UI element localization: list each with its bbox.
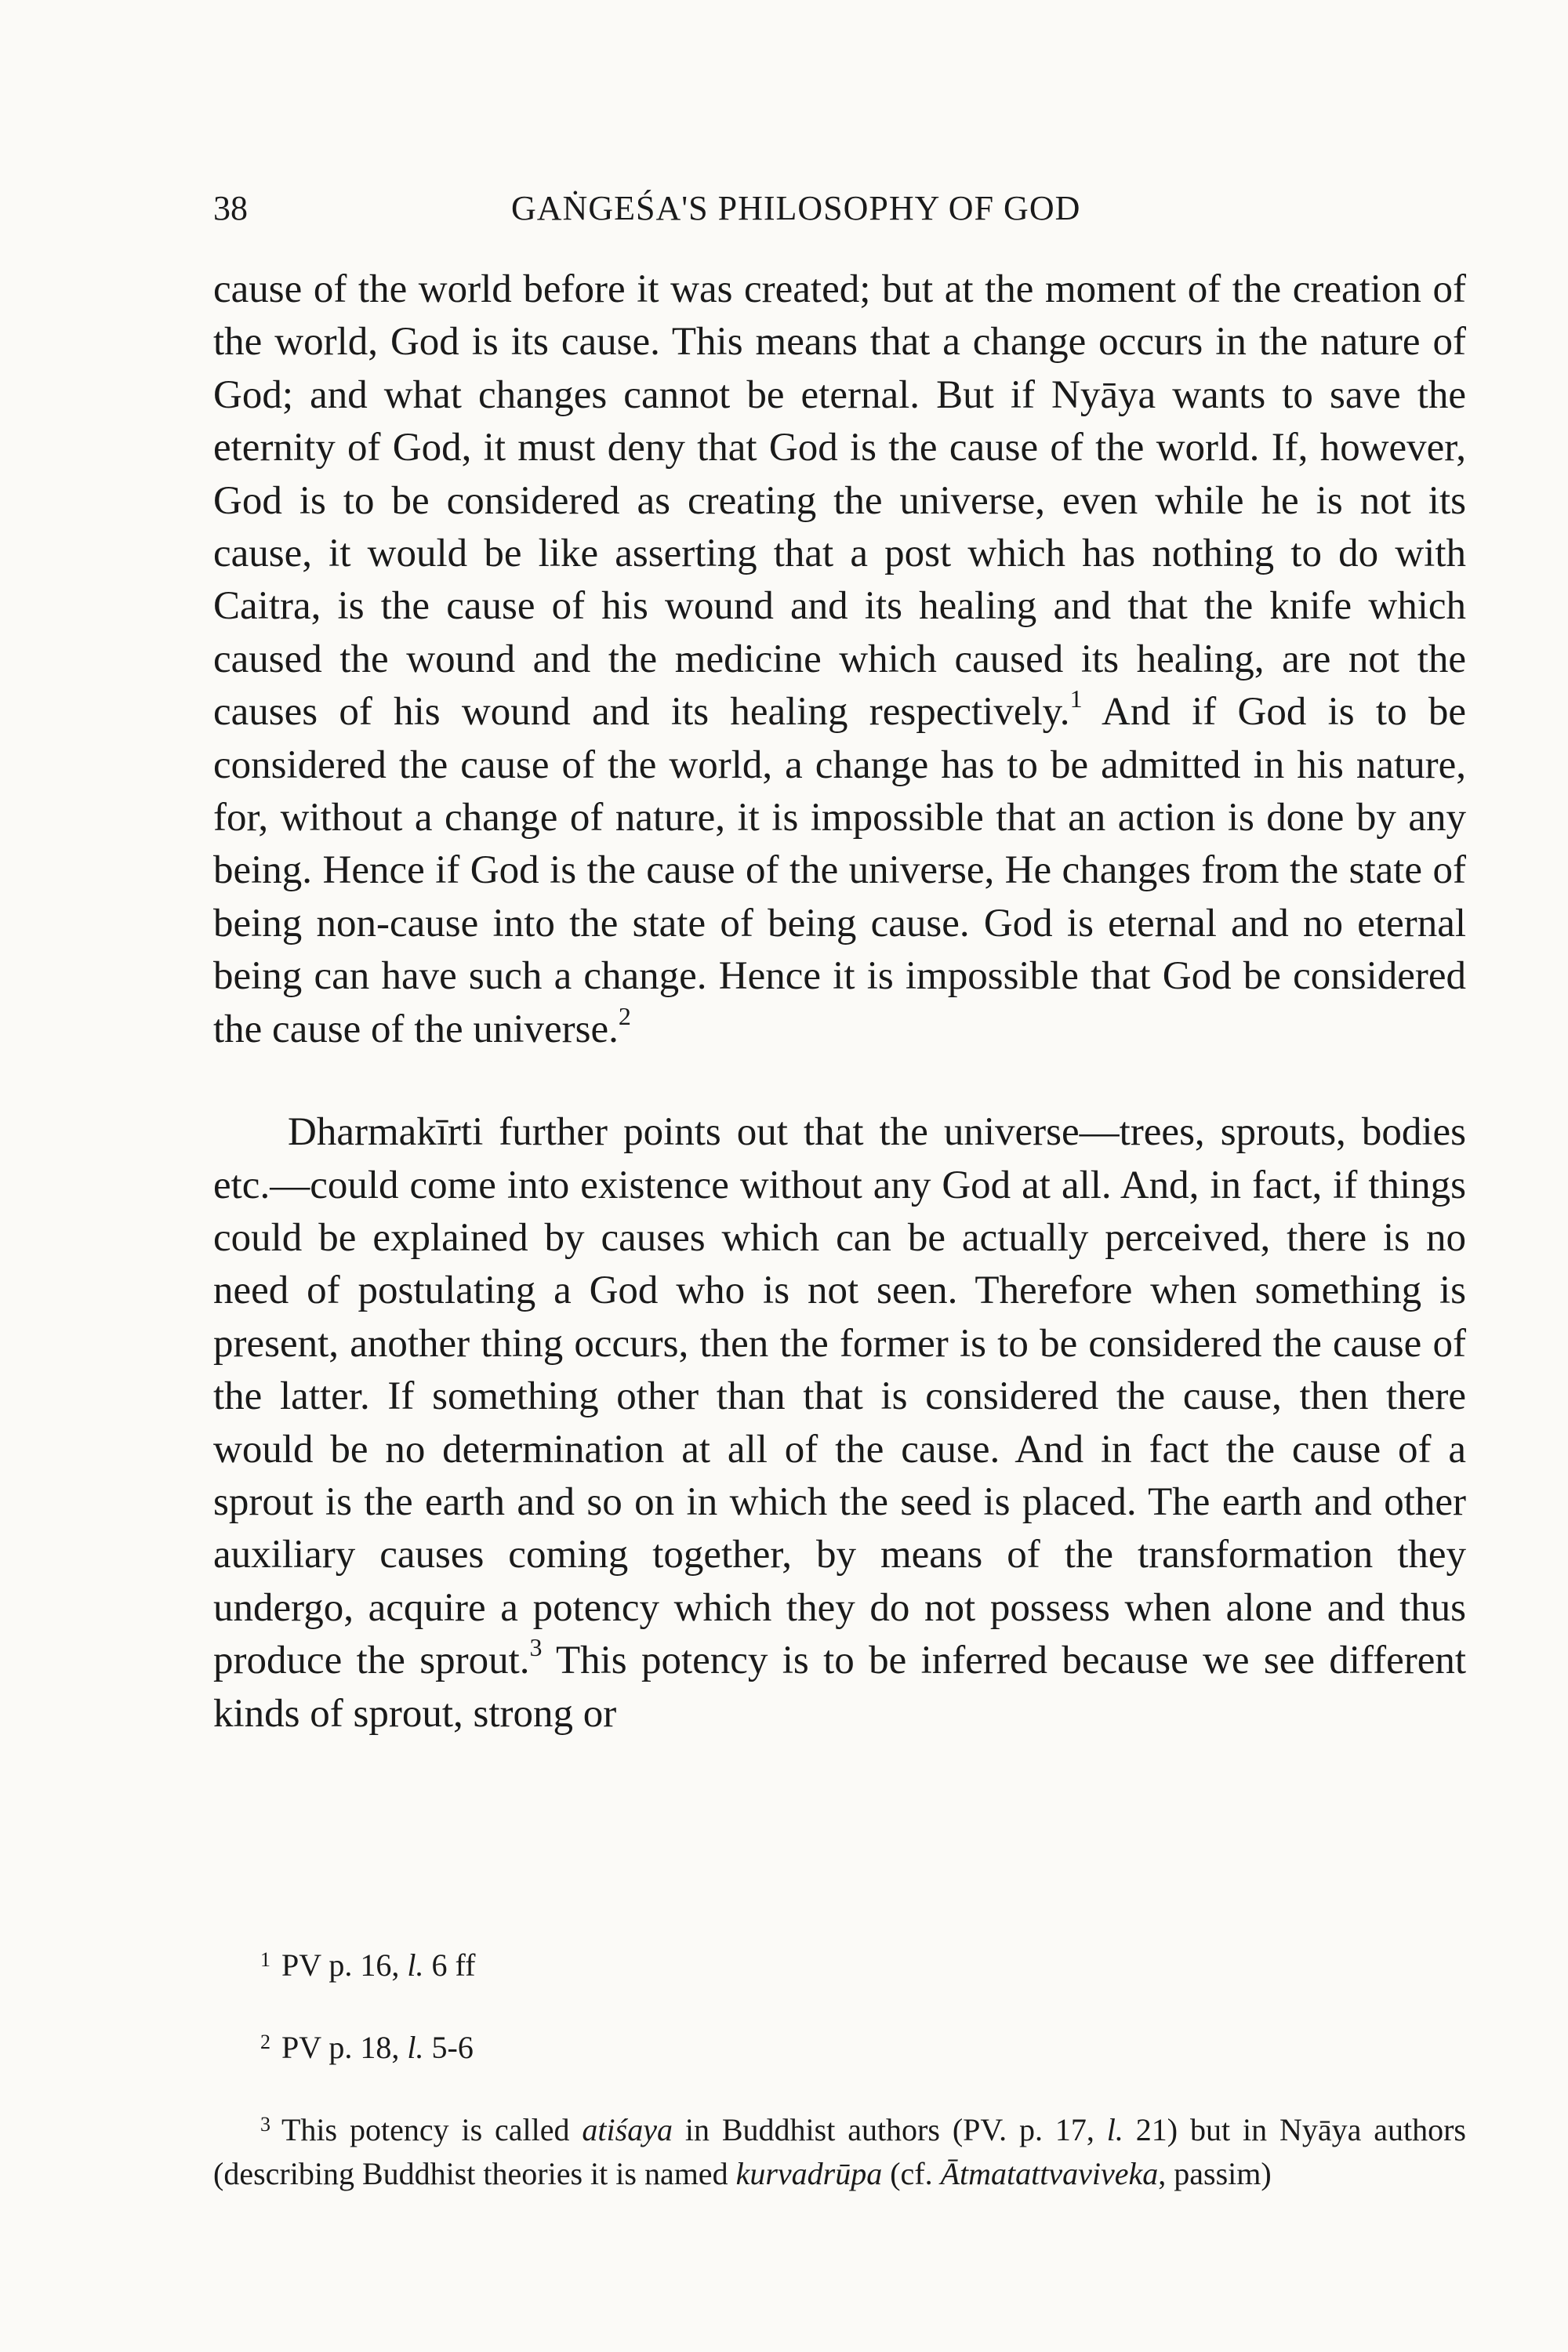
footnote-text: PV p. 18, (281, 2030, 408, 2065)
footnotes (213, 1938, 1466, 2196)
paragraph-2-text-cont: This potency is to be inferred because we see different kinds of sprout, strong or (213, 1639, 1467, 1736)
footnote-ref-1: 1 (1069, 684, 1083, 713)
page-title: GAṄGEŚA'S PHILOSOPHY OF GOD (511, 189, 1081, 227)
footnote-marker: 2 (260, 2031, 270, 2053)
paragraph-1-text-cont: And if God is to be considered the cause of the world, a change has to be admitted in his nature, for, without a change of nature, it is impossible that an action is done by any being. Hence if God is the cause of the universe, He changes from the state of being non-cause into the state of being cause. God is eternal and no eternal being can have such a change. Hence it is impossible that God be considered the cause of the universe. (213, 690, 1466, 1051)
footnote-italic: l. (407, 2030, 424, 2065)
footnote-ref-3: 3 (529, 1633, 543, 1662)
paragraph-2 (213, 1106, 1466, 1740)
paragraph-2-text: Dharmakīrti further points out that the universe—trees, sprouts, bodies etc.—could come into existence without any God at all. And, in fact, if things could be explained by causes which can be actually perceived, there is no need of postulating a God who is not seen. Therefore when something is present, another thing occurs, then the former is to be considered the cause of the latter. If something other than that is considered the cause, then there would be no determination at all of the cause. And in fact the cause of a sprout is the earth and so on in which the seed is placed. The earth and other auxiliary causes coming together, by means of the transformation they undergo, acquire a potency which they do not possess when alone and thus produce the sprout. (213, 1110, 1466, 1683)
footnote-marker: 1 (260, 1948, 270, 1971)
footnote-text: 21) but in Nyāya authors (describing Buddhist theories it is named (213, 2112, 1466, 2191)
footnote-marker: 3 (260, 2113, 270, 2136)
footnote-italic: Ātmatattvaviveka (940, 2156, 1159, 2191)
paragraph-1-text: cause of the world before it was created; but at the moment of the creation of the world, God is its cause. This means that a change occurs in the nature of God; and what changes cannot be eternal. But if Nyāya wants to save the eternity of God, it must deny that God is the cause of the world. If, however, God is to be considered as creating the universe, even while he is not its cause, it would be like asserting that a post which has nothing to do with Caitra, is the cause of his wound and its healing and that the knife which caused the wound and the medicine which caused its healing, are not the causes of his wound and its healing respectively. (213, 267, 1466, 735)
footnote-text: 5-6 (423, 2030, 474, 2065)
footnote-text: This potency is called (281, 2112, 583, 2147)
footnote-italic: l. (1106, 2112, 1123, 2147)
page-number: 38 (213, 189, 248, 227)
paragraph-1 (213, 263, 1466, 1056)
body-text (213, 263, 1466, 1740)
footnote-1 (213, 1938, 1466, 1987)
footnote-italic: atiśaya (582, 2112, 673, 2147)
footnote-italic: l. (407, 1947, 424, 1983)
footnote-ref-2: 2 (618, 1001, 631, 1030)
footnote-3 (213, 2103, 1466, 2196)
footnote-2 (213, 2020, 1466, 2070)
running-head (213, 185, 1468, 232)
footnote-text: (cf. (882, 2156, 941, 2191)
footnote-text: PV p. 16, (281, 1947, 408, 1983)
footnote-text: , passim) (1158, 2156, 1272, 2191)
footnote-text: 6 ff (423, 1947, 476, 1983)
footnote-italic: kurvadrūpa (735, 2156, 883, 2191)
footnote-text: in Buddhist authors (PV. p. 17, (672, 2112, 1107, 2147)
